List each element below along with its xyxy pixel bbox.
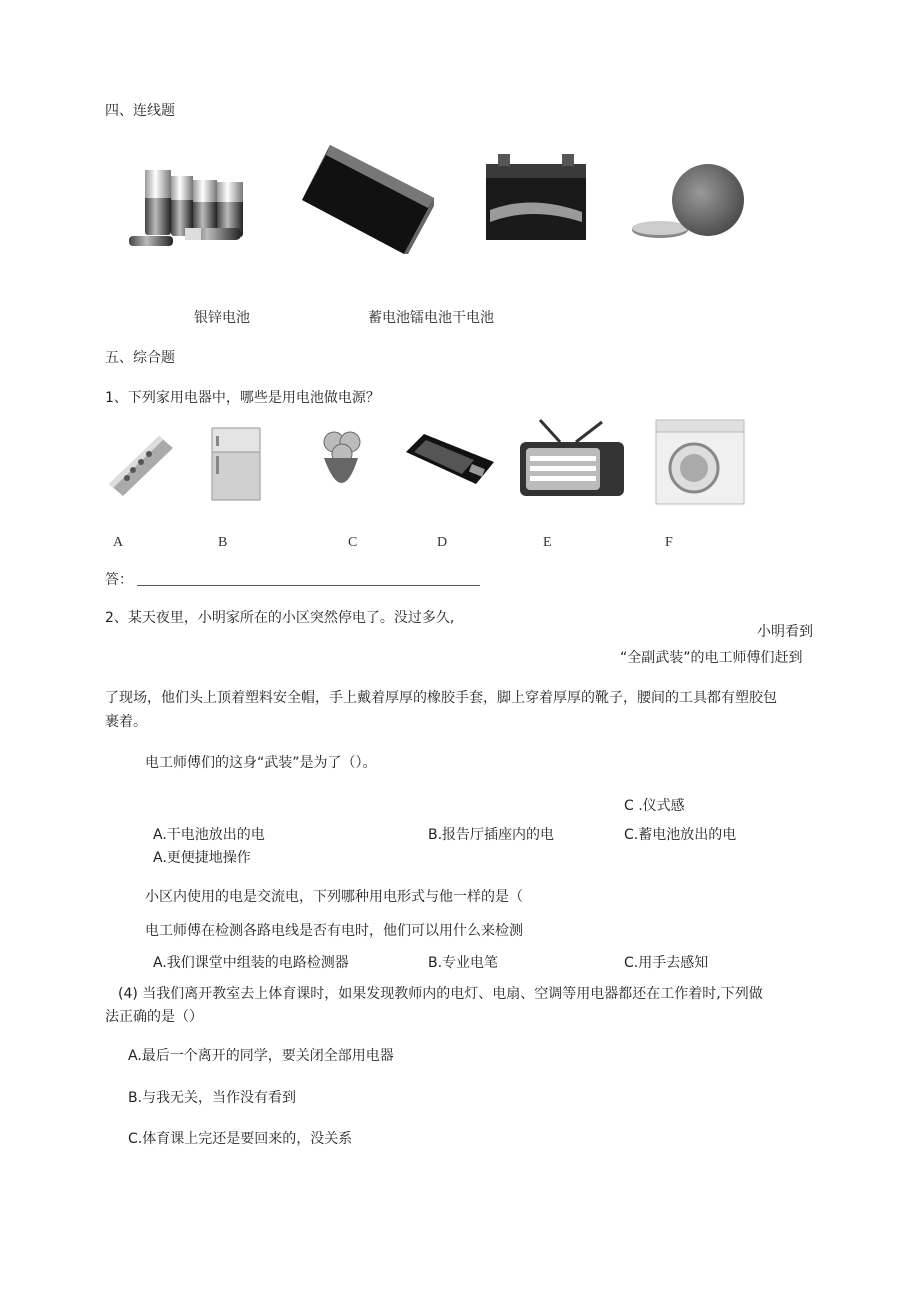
option-turn-off-all: A.最后一个离开的同学，要关闭全部用电器: [128, 1048, 394, 1064]
answer-label: 答：: [105, 572, 133, 588]
option-letter-f: F: [665, 535, 673, 550]
remote-control-image: [103, 430, 175, 502]
washing-machine-image: [652, 416, 748, 506]
option-letter-e: E: [543, 535, 552, 550]
option-letter-c: C: [348, 535, 358, 550]
label-silver-zinc: 银锌电池: [194, 310, 250, 326]
question-2-line-1: 2、某天夜里，小明家所在的小区突然停电了。没过多久,: [105, 610, 455, 626]
option-letter-a: A: [113, 535, 124, 550]
option-circuit-detector: A.我们课堂中组装的电路检测器: [153, 955, 349, 971]
option-hand-feel: C.用手去感知: [624, 955, 709, 971]
option-letter-b: B: [218, 535, 228, 550]
refrigerator-image: [208, 426, 264, 502]
question-2-line-5: 裹着。: [105, 714, 147, 730]
alkaline-battery-set-image: [125, 160, 253, 252]
electric-shaver-image: [316, 428, 366, 504]
option-letter-d: D: [437, 535, 448, 550]
mobile-phone-image: [404, 430, 496, 490]
option-socket: B.报告厅插座内的电: [428, 827, 555, 843]
storage-battery-image: [482, 150, 590, 242]
question-4-line-1: (4) 当我们离开教室去上体育课时，如果发现教师内的电灯、电扇、空调等用电器都还在工作着时,下列做: [118, 986, 763, 1002]
question-1-text: 1、下列家用电器中，哪些是用电池做电源？: [105, 390, 380, 406]
option-no-matter: C.体育课上完还是要回来的，没关系: [128, 1131, 353, 1147]
option-test-pen: B.专业电笔: [428, 955, 499, 971]
sub-question-3: 电工师傅在检测各路电线是否有电时，他们可以用什么来检测: [145, 923, 523, 939]
option-storage-battery: C.蓄电池放出的电: [624, 827, 737, 843]
question-2-line-4: 了现场，他们头上顶着塑料安全帽，手上戴着厚厚的橡胶手套，脚上穿着厚厚的靴子，腰间的工具都有塑胶包: [105, 690, 777, 706]
button-cell-image: [630, 162, 750, 244]
sub-question-2: 小区内使用的电是交流电，下列哪种用电形式与他一样的是（: [145, 889, 523, 905]
answer-line[interactable]: [137, 585, 480, 586]
sub-question-1: 电工师傅们的这身“武装”是为了（）。: [145, 755, 377, 771]
television-image: [516, 418, 628, 500]
section-5-heading: 五、综合题: [105, 350, 175, 366]
option-convenient: A.更便捷地操作: [153, 850, 251, 866]
battery-pack-image: [300, 140, 436, 258]
question-2-line-3: “全副武装”的电工师傅们赶到: [620, 650, 803, 666]
label-storage-batteries: 蓄电池镭电池干电池: [368, 310, 494, 326]
section-4-heading: 四、连线题: [105, 103, 175, 119]
option-ignore: B.与我无关，当作没有看到: [128, 1090, 297, 1106]
question-4-line-2: 法正确的是（）: [105, 1009, 203, 1025]
option-ceremony: C .仪式感: [624, 798, 685, 814]
question-2-line-2: 小明看到: [757, 624, 813, 640]
option-dry-cell: A.干电池放出的电: [153, 827, 265, 843]
